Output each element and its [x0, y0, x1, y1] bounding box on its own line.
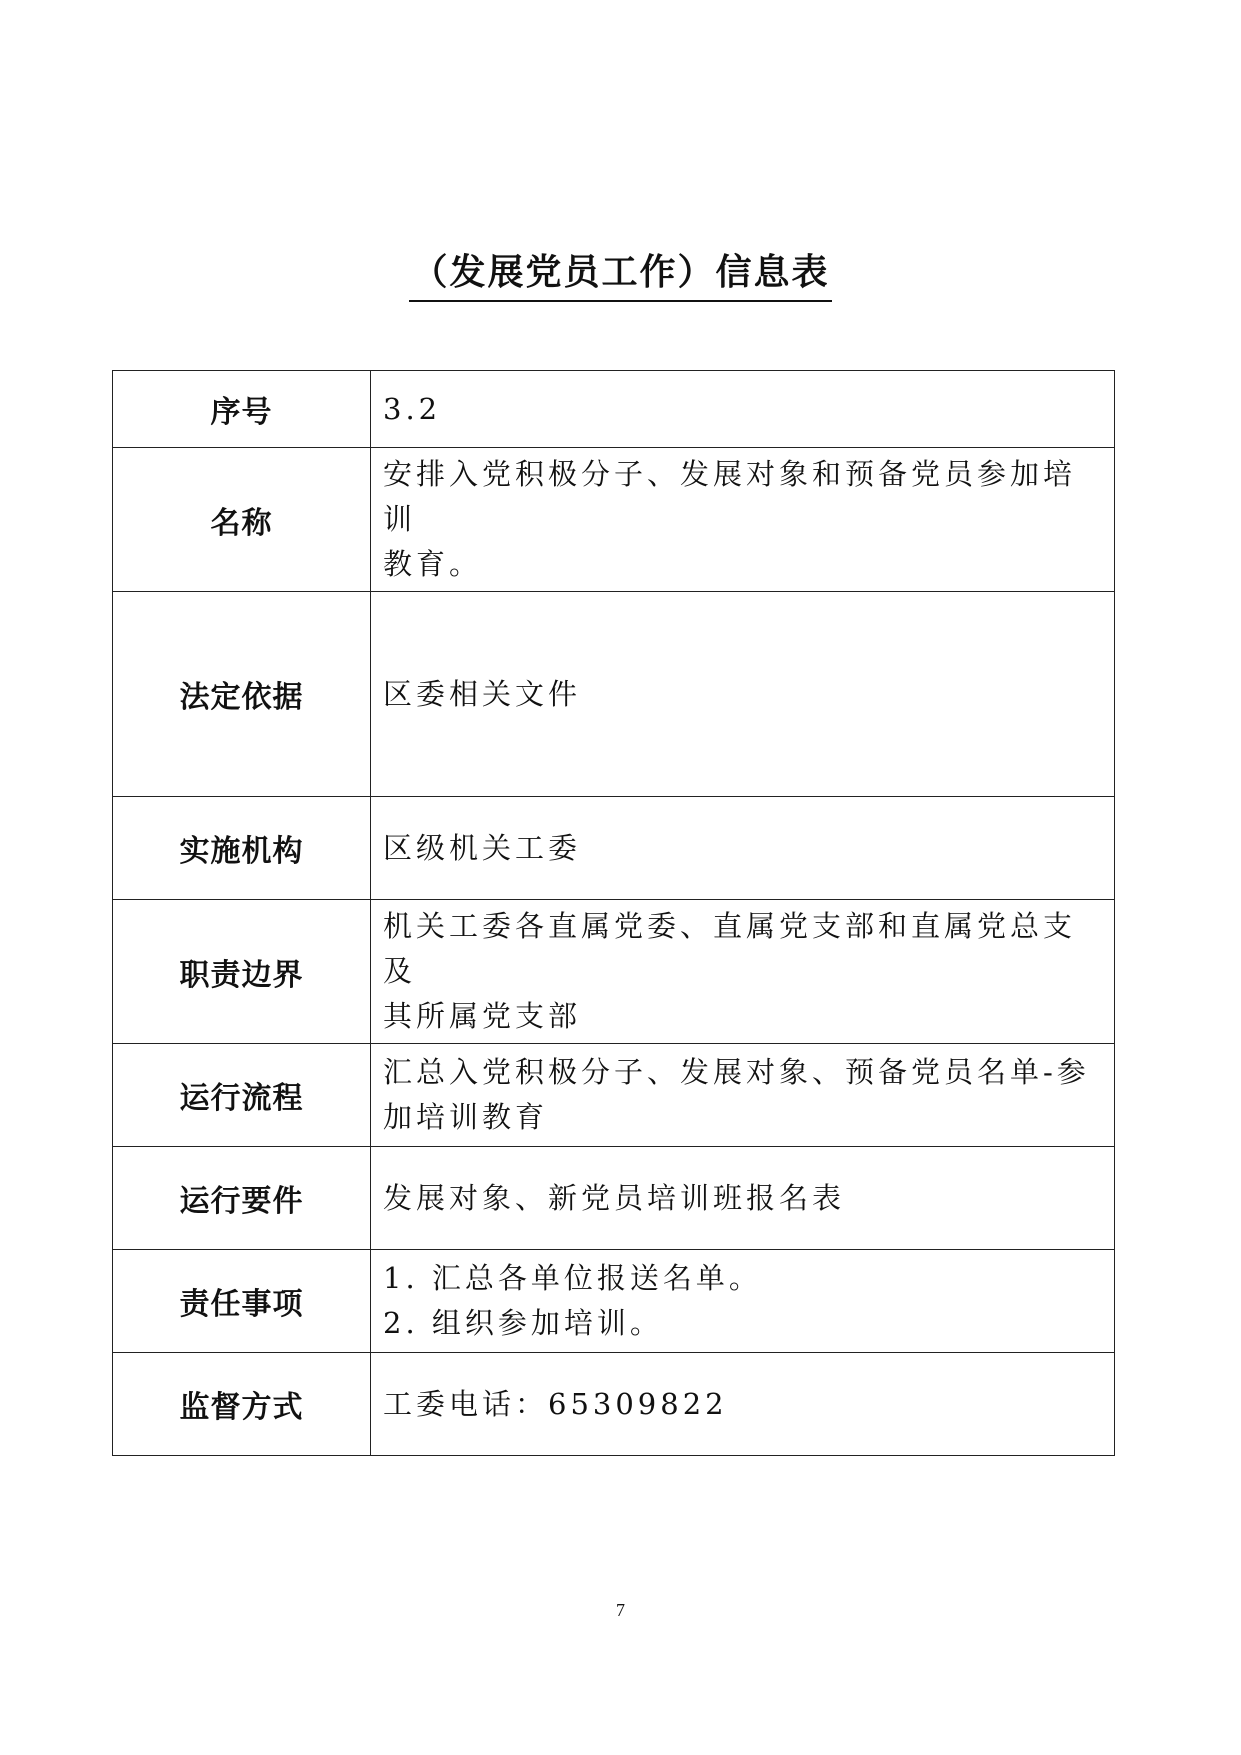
table-row-name	[113, 448, 1115, 592]
value-line: 其所属党支部	[383, 999, 582, 1033]
value-line: 发展对象、新党员培训班报名表	[383, 1180, 846, 1215]
table-row-legal-basis	[113, 592, 1115, 797]
row-value-implementing-agency	[371, 797, 1115, 900]
row-label-supervision-method: 监督方式	[113, 1353, 371, 1456]
value-line: 安排入党积极分子、发展对象和预备党员参加培训	[383, 457, 1077, 536]
value-line: 工委电话：65309822	[383, 1386, 728, 1421]
table-row-operation-requirements	[113, 1147, 1115, 1250]
value-line: 3.2	[383, 391, 442, 426]
row-label-name: 名称	[113, 448, 371, 592]
row-label-operation-requirements: 运行要件	[113, 1147, 371, 1250]
row-value-supervision-method	[371, 1353, 1115, 1456]
table-row-operation-process	[113, 1044, 1115, 1147]
value-line: 1. 汇总各单位报送名单。	[383, 1261, 762, 1295]
page-number: 7	[616, 1600, 625, 1620]
row-value-operation-requirements	[371, 1147, 1115, 1250]
row-value-responsibility-boundary	[371, 900, 1115, 1044]
document-title	[0, 248, 1241, 302]
document-title-text: （发展党员工作）信息表	[409, 248, 831, 302]
row-label-legal-basis: 法定依据	[113, 592, 371, 797]
row-value-serial-number	[371, 371, 1115, 448]
table-row-responsibility-boundary	[113, 900, 1115, 1044]
value-line: 区委相关文件	[383, 676, 582, 711]
value-line: 区级机关工委	[383, 830, 582, 865]
table-row-responsibility-items	[113, 1250, 1115, 1353]
info-table	[112, 370, 1115, 1456]
value-line: 教育。	[383, 547, 483, 581]
table-row-supervision-method	[113, 1353, 1115, 1456]
row-value-operation-process	[371, 1044, 1115, 1147]
row-value-responsibility-items	[371, 1250, 1115, 1353]
row-label-serial-number: 序号	[113, 371, 371, 448]
row-label-responsibility-boundary: 职责边界	[113, 900, 371, 1044]
row-value-name	[371, 448, 1115, 592]
row-label-operation-process: 运行流程	[113, 1044, 371, 1147]
value-line: 2. 组织参加培训。	[383, 1306, 663, 1340]
row-label-implementing-agency: 实施机构	[113, 797, 371, 900]
table-row-implementing-agency	[113, 797, 1115, 900]
value-line: 汇总入党积极分子、发展对象、预备党员名单-参	[383, 1055, 1090, 1089]
row-label-responsibility-items: 责任事项	[113, 1250, 371, 1353]
row-value-legal-basis	[371, 592, 1115, 797]
table-row-serial-number	[113, 371, 1115, 448]
value-line: 机关工委各直属党委、直属党支部和直属党总支及	[383, 909, 1077, 988]
value-line: 加培训教育	[383, 1100, 549, 1134]
